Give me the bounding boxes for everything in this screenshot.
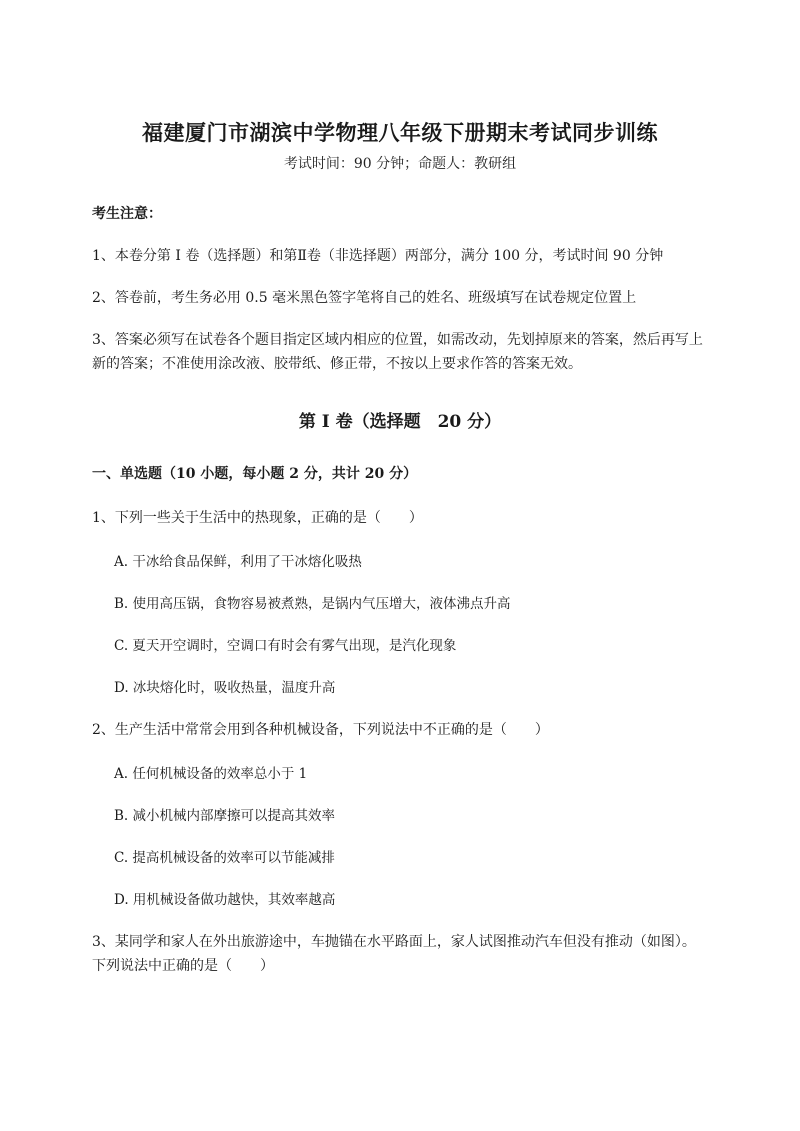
notice-heading: 考生注意：: [92, 206, 162, 222]
question-2-option-d: D. 用机械设备做功越快，其效率越高: [114, 892, 336, 908]
page-title: 福建厦门市湖滨中学物理八年级下册期末考试同步训练: [142, 120, 658, 145]
exam-info-subtitle: 考试时间：90 分钟；命题人：教研组: [283, 156, 517, 172]
question-1-option-b: B. 使用高压锅，食物容易被煮熟，是锅内气压增大，液体沸点升高: [114, 596, 511, 612]
question-1-stem: 1、下列一些关于生活中的热现象，正确的是（ ）: [92, 510, 423, 526]
question-1-option-c: C. 夏天开空调时，空调口有时会有雾气出现，是汽化现象: [114, 638, 457, 654]
section-title: 第 I 卷（选择题 20 分）: [298, 412, 502, 432]
question-3-stem: 3、某同学和家人在外出旅游途中，车抛锚在水平路面上，家人试图推动汽车但没有推动（如图）。下列说法中正确的是（ ）: [92, 934, 696, 974]
question-1-option-a: A. 干冰给食品保鲜，利用了干冰熔化吸热: [114, 554, 362, 570]
notice-item-2: 2、答卷前，考生务必用 0.5 毫米黑色签字笔将自己的姓名、班级填写在试卷规定位置上: [92, 290, 637, 306]
notice-item-3: 3、答案必须写在试卷各个题目指定区域内相应的位置，如需改动，先划掉原来的答案，然后再写上新的答案；不准使用涂改液、胶带纸、修正带，不按以上要求作答的答案无效。: [92, 332, 703, 372]
question-2-option-b: B. 减小机械内部摩擦可以提高其效率: [114, 808, 336, 824]
part-heading: 一、单选题（10 小题，每小题 2 分，共计 20 分）: [92, 466, 418, 482]
question-2-option-a: A. 任何机械设备的效率总小于 1: [114, 766, 308, 782]
notice-item-1: 1、本卷分第 I 卷（选择题）和第Ⅱ卷（非选择题）两部分，满分 100 分，考试时间 90 分钟: [92, 248, 664, 264]
question-2-option-c: C. 提高机械设备的效率可以节能减排: [114, 850, 335, 866]
question-2-stem: 2、生产生活中常常会用到各种机械设备，下列说法中不正确的是（ ）: [92, 722, 549, 738]
question-1-option-d: D. 冰块熔化时，吸收热量，温度升高: [114, 680, 336, 696]
